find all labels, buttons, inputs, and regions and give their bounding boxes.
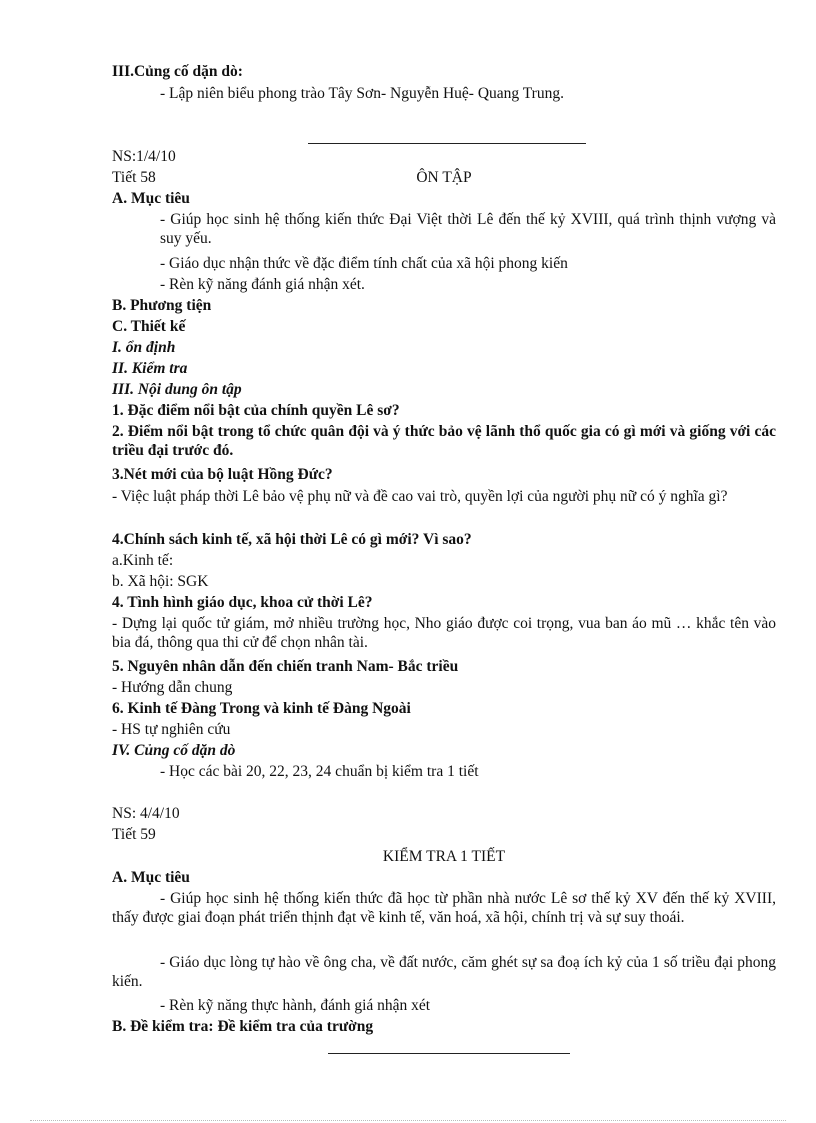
list-item: - Lập niên biểu phong trào Tây Sơn- Nguyễn Huệ- Quang Trung. [160,85,564,102]
section-heading-cung-co: III.Củng cố dặn dò: [112,63,243,80]
section-heading-de-kiem-tra: B. Đề kiểm tra: Đề kiểm tra của trường [112,1018,374,1035]
divider [308,143,586,144]
page-border [30,1120,786,1121]
list-item: - Rèn kỹ năng thực hành, đánh giá nhận xét [160,997,431,1014]
question: 2. Điểm nổi bật trong tổ chức quân đội và ý thức bảo vệ lãnh thổ quốc gia có gì mới và giống với các triều đại trước đó. [112,423,776,459]
question: 4.Chính sách kinh tế, xã hội thời Lê có gì mới? Vì sao? [112,531,472,548]
subsection-heading: I. ổn định [112,339,176,356]
list-item: - Học các bài 20, 22, 23, 24 chuẩn bị kiểm tra 1 tiết [160,763,479,780]
subsection-heading: IV. Củng cố dặn dò [112,742,236,759]
question: 5. Nguyên nhân dẫn đến chiến tranh Nam- Bắc triều [112,658,459,675]
answer: - HS tự nghiên cứu [112,721,231,738]
subsection-heading: II. Kiểm tra [112,360,188,377]
list-item: - Giáo dục lòng tự hào về ông cha, về đất nước, căm ghét sự sa đoạ ích kỷ của 1 số triều đại phong kiến. [112,954,776,990]
section-heading-muc-tieu: A. Mục tiêu [112,190,190,207]
list-item: - Giáo dục nhận thức về đặc điểm tính chất của xã hội phong kiến [160,255,568,272]
answer: - Hướng dẫn chung [112,679,233,696]
question: 3.Nét mới của bộ luật Hồng Đức? [112,466,333,483]
answer: - Dựng lại quốc tử giám, mở nhiều trường học, Nho giáo được coi trọng, vua ban áo mũ … khắc tên vào bia đá, thông qua thi cử để chọn nhân tài. [112,615,776,651]
section-heading-thiet-ke: C. Thiết kế [112,318,186,335]
question: 4. Tình hình giáo dục, khoa cử thời Lê? [112,594,373,611]
list-item: - Giúp học sinh hệ thống kiến thức Đại Việt thời Lê đến thế kỷ XVIII, quá trình thịnh vượng và suy yếu. [160,211,776,247]
answer: a.Kinh tế: [112,552,174,569]
ns-date: NS: 4/4/10 [112,805,180,822]
question: 1. Đặc điểm nổi bật của chính quyền Lê sơ? [112,402,400,419]
list-item: - Giúp học sinh hệ thống kiến thức đã học từ phần nhà nước Lê sơ thế kỷ XV đến thế kỷ XVIII, thấy được giai đoạn phát triển thịnh đạt về kinh tế, văn hoá, xã hội, chính trị và sự suy thoái. [112,890,776,926]
lesson-title: KIỂM TRA 1 TIẾT [382,848,506,865]
section-heading-muc-tieu: A. Mục tiêu [112,869,190,886]
answer: b. Xã hội: SGK [112,573,209,590]
ns-date: NS:1/4/10 [112,148,176,165]
question: 6. Kinh tế Đàng Trong và kinh tế Đàng Ngoài [112,700,411,717]
lesson-number: Tiết 58 [112,169,156,186]
subsection-heading: III. Nội dung ôn tập [112,381,242,398]
section-heading-phuong-tien: B. Phương tiện [112,297,212,314]
answer: - Việc luật pháp thời Lê bảo vệ phụ nữ và đề cao vai trò, quyền lợi của người phụ nữ có ý nghĩa gì? [112,488,728,505]
lesson-title: ÔN TẬP [416,169,472,186]
divider [328,1053,570,1054]
lesson-number: Tiết 59 [112,826,156,843]
list-item: - Rèn kỹ năng đánh giá nhận xét. [160,276,365,293]
